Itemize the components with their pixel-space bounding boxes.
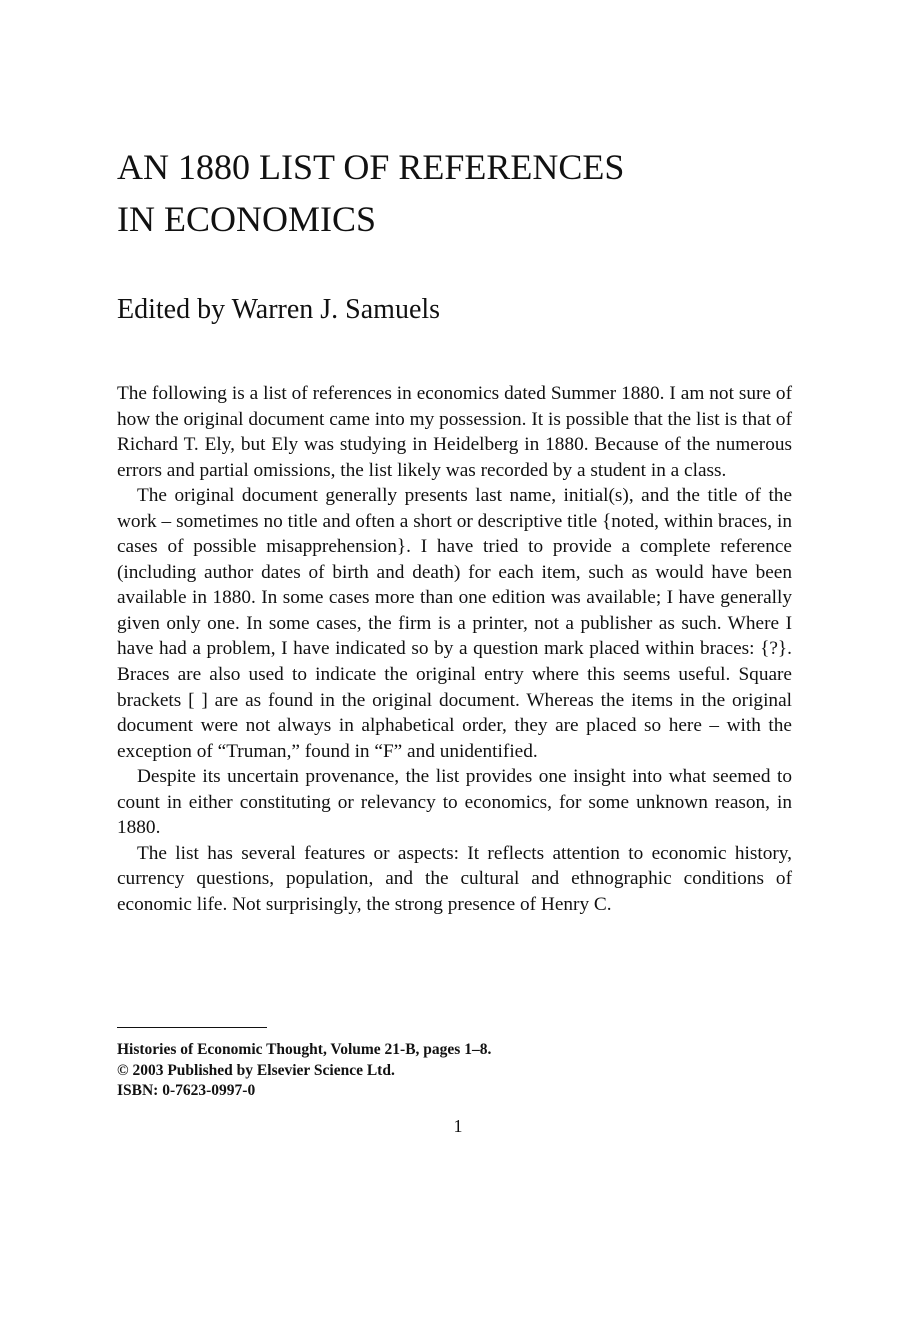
paragraph-1: The following is a list of references in economics dated Summer 1880. I am not sure of how the original document came into my possession. It is possible that the list is that of Richard T. Ely, but Ely was studying in Heidelberg in 1880. Because of the numerous errors and partial omissions, the list likely was recorded by a student in a class. <box>117 383 792 481</box>
paragraph-2: The original document generally presents last name, initial(s), and the title of the work – sometimes no title and often a short or descriptive title {noted, within braces, in cases of possible misapprehension}. I have tried to provide a complete reference (including author dates of birth and death) for each item, such as would have been available in 1880. In some cases more than one edition was available; I have generally given only one. In some cases, the firm is a printer, not a publisher as such. Where I have had a problem, I have indicated so by a question mark placed within braces: {?}. Braces are also used to indicate the original entry where this seems useful. Square brackets [ ] are as found in the original document. Whereas the items in the original document were not always in alphabetical order, they are placed so here – with the exception of “Truman,” found in “F” and unidentified. <box>117 485 792 762</box>
paragraph-4: The list has several features or aspects: It reflects attention to economic history, currency questions, population, and the cultural and ethnographic conditions of economic life. Not surprisingly, the strong presence of Henry C. <box>117 842 792 915</box>
publication-footnote <box>117 1040 491 1102</box>
page-number: 1 <box>453 1116 463 1136</box>
title-line-1: AN 1880 LIST OF REFERENCES <box>117 147 625 187</box>
footnote-series-line: Histories of Economic Thought, Volume 21-B, pages 1–8. <box>117 1041 492 1058</box>
title-line-2: IN ECONOMICS <box>117 199 377 239</box>
paragraph-3: Despite its uncertain provenance, the list provides one insight into what seemed to count in either constituting or relevancy to economics, for some unknown reason, in 1880. <box>117 766 792 839</box>
editor-byline: Edited by Warren J. Samuels <box>117 294 441 325</box>
article-title <box>117 141 817 245</box>
article-body <box>117 381 792 917</box>
footnote-copyright-line: © 2003 Published by Elsevier Science Ltd. <box>117 1061 395 1079</box>
footnote-isbn-line: ISBN: 0-7623-0997-0 <box>117 1082 256 1099</box>
footnote-divider <box>117 1027 267 1028</box>
